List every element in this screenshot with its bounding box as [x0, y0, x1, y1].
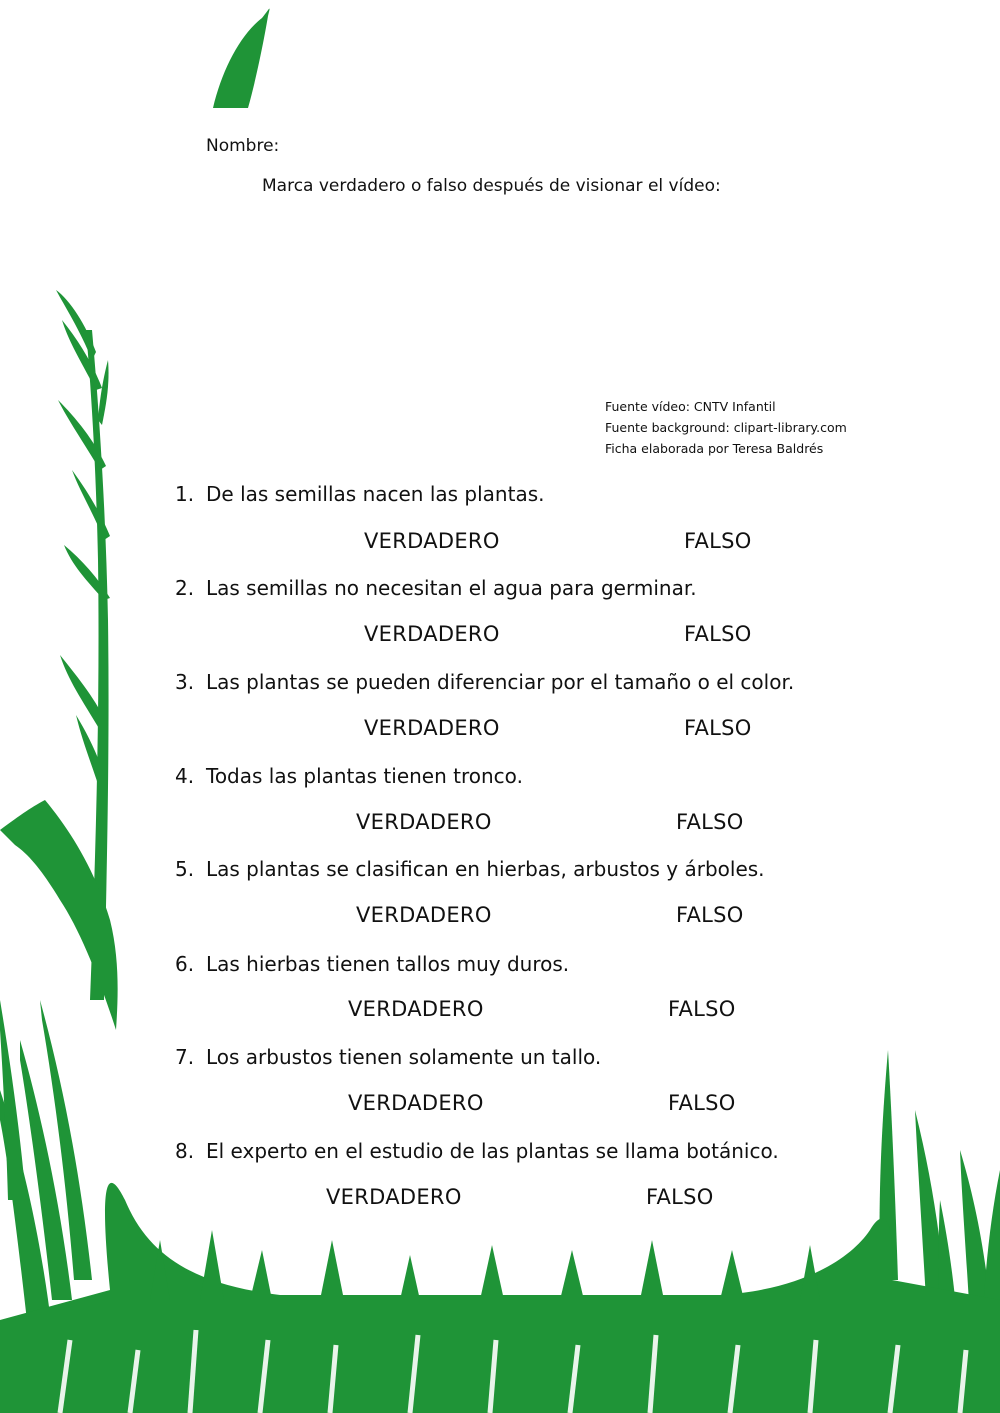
question-text: Las plantas se pueden diferenciar por el tamaño o el color. — [206, 670, 795, 694]
q7-true-option[interactable]: VERDADERO — [348, 1091, 484, 1115]
question-number: 1. — [175, 482, 195, 506]
question-7 — [175, 1045, 601, 1069]
question-text: El experto en el estudio de las plantas se llama botánico. — [206, 1139, 779, 1163]
question-4 — [175, 764, 523, 788]
q8-false-option[interactable]: FALSO — [646, 1185, 714, 1209]
video-source-credit: Fuente vídeo: CNTV Infantil — [605, 399, 776, 414]
q1-true-option[interactable]: VERDADERO — [364, 529, 500, 553]
question-2 — [175, 576, 697, 600]
question-6 — [175, 952, 569, 976]
q5-false-option[interactable]: FALSO — [676, 903, 744, 927]
question-number: 8. — [175, 1139, 195, 1163]
q7-false-option[interactable]: FALSO — [668, 1091, 736, 1115]
q2-false-option[interactable]: FALSO — [684, 622, 752, 646]
question-text: De las semillas nacen las plantas. — [206, 482, 545, 506]
question-text: Las plantas se clasifican en hierbas, arbustos y árboles. — [206, 857, 765, 881]
name-label: Nombre: — [206, 136, 280, 156]
q6-true-option[interactable]: VERDADERO — [348, 997, 484, 1021]
question-number: 4. — [175, 764, 195, 788]
question-number: 6. — [175, 952, 195, 976]
question-8 — [175, 1139, 779, 1163]
question-3 — [175, 670, 794, 694]
q3-false-option[interactable]: FALSO — [684, 716, 752, 740]
background-source-credit: Fuente background: clipart-library.com — [605, 420, 847, 435]
q5-true-option[interactable]: VERDADERO — [356, 903, 492, 927]
author-credit: Ficha elaborada por Teresa Baldrés — [605, 441, 824, 456]
q3-true-option[interactable]: VERDADERO — [364, 716, 500, 740]
question-text: Los arbustos tienen solamente un tallo. — [206, 1045, 602, 1069]
top-leaf — [213, 9, 270, 108]
question-number: 7. — [175, 1045, 195, 1069]
question-number: 2. — [175, 576, 195, 600]
q4-false-option[interactable]: FALSO — [676, 810, 744, 834]
q1-false-option[interactable]: FALSO — [684, 529, 752, 553]
question-text: Todas las plantas tienen tronco. — [206, 764, 523, 788]
question-5 — [175, 857, 765, 881]
q4-true-option[interactable]: VERDADERO — [356, 810, 492, 834]
q2-true-option[interactable]: VERDADERO — [364, 622, 500, 646]
question-1 — [175, 482, 544, 506]
question-text: Las hierbas tienen tallos muy duros. — [206, 952, 570, 976]
q6-false-option[interactable]: FALSO — [668, 997, 736, 1021]
q8-true-option[interactable]: VERDADERO — [326, 1185, 462, 1209]
question-number: 5. — [175, 857, 195, 881]
question-text: Las semillas no necesitan el agua para germinar. — [206, 576, 697, 600]
credits-block — [605, 396, 847, 459]
instruction-text: Marca verdadero o falso después de visionar el vídeo: — [262, 176, 721, 196]
question-number: 3. — [175, 670, 195, 694]
